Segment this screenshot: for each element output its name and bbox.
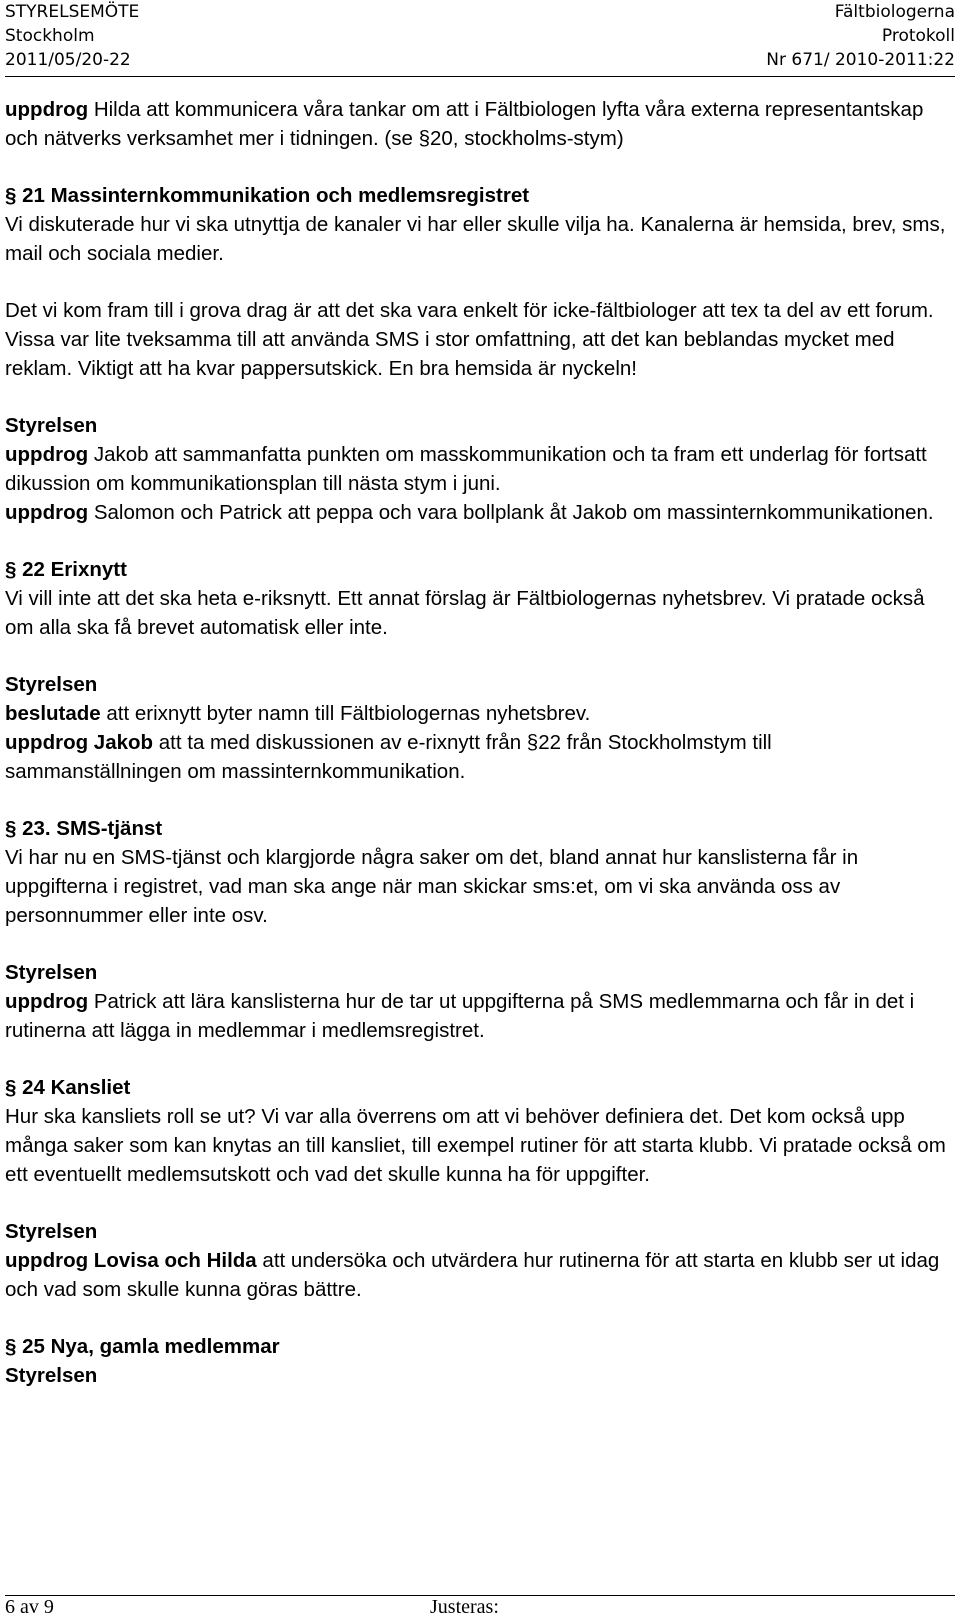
decision-text <box>5 440 952 498</box>
section-22-decisions <box>5 670 952 786</box>
decision-body: Patrick att lära kanslisterna hur de tar ut uppgifterna på SMS medlemmarna och får in det i rutinerna att lägga in medlemmar i medlemsregistret. <box>5 990 915 1042</box>
section-paragraph: Det vi kom fram till i grova drag är att det ska vara enkelt för icke-fältbiologer att tex ta del av ett forum. Vissa var lite tveksamma till att använda SMS i stor omfattning, att det kan beblandas mycket med reklam. Viktigt att ha kvar pappersutskick. En bra hemsida är nyckeln! <box>5 299 934 380</box>
board-label: Styrelsen <box>5 414 98 437</box>
approval-label: Justeras: <box>430 1596 499 1618</box>
section-paragraph: Vi har nu en SMS-tjänst och klargjorde några saker om det, bland annat hur kanslisterna får in uppgifterna i registret, vad man ska ange när man skickar sms:et, om vi ska använda oss av personnummer eller inte osv. <box>5 846 859 927</box>
board-label: Styrelsen <box>5 961 98 984</box>
board-label: Styrelsen <box>5 673 98 696</box>
decision-body: Hilda att kommunicera våra tankar om att i Fältbiologen lyfta våra externa representantskap och nätverks verksamhet mer i tidningen. (se §20, stockholms-stym) <box>5 98 924 150</box>
decision-body: att undersöka och utvärdera hur rutinerna för att starta en klubb ser ut idag och vad som skulle kunna göras bättre. <box>5 1249 940 1301</box>
carryover-decision <box>5 95 952 153</box>
header-right <box>766 0 955 72</box>
section-paragraph: Vi vill inte att det ska heta e-riksnytt. Ett annat förslag är Fältbiologernas nyhetsbrev. Vi pratade också om alla ska få brevet automatisk eller inte. <box>5 587 925 639</box>
decision-text <box>5 699 952 728</box>
page-number: 6 av 9 <box>5 1596 54 1618</box>
decision-lead: beslutade <box>5 702 101 725</box>
section-title: § 22 Erixnytt <box>5 558 127 581</box>
section-23-decisions <box>5 958 952 1045</box>
decision-lead: uppdrog <box>5 98 89 121</box>
section-title: § 21 Massinternkommunikation och medlemsregistret <box>5 184 530 207</box>
header-left <box>5 0 139 72</box>
meeting-type: STYRELSEMÖTE <box>5 2 140 22</box>
decision-lead: uppdrog Jakob <box>5 731 154 754</box>
meeting-date: 2011/05/20-22 <box>5 50 131 70</box>
section-21-discussion <box>5 296 952 383</box>
section-title: § 23. SMS-tjänst <box>5 817 163 840</box>
decision-body: Jakob att sammanfatta punkten om masskommunikation och ta fram ett underlag för fortsatt dikussion om kommunikationsplan till nästa stym i juni. <box>5 443 927 495</box>
decision-text <box>5 728 952 786</box>
protocol-number: Nr 671/ 2010-2011:22 <box>766 50 955 70</box>
decision-body: att ta med diskussionen av e-rixnytt från §22 från Stockholmstym till sammanställningen om massinternkommunikation. <box>5 731 772 783</box>
decision-text <box>5 1246 952 1304</box>
decision-lead: uppdrog <box>5 443 89 466</box>
decision-text <box>5 498 952 527</box>
section-paragraph: Vi diskuterade hur vi ska utnyttja de kanaler vi har eller skulle vilja ha. Kanalerna är hemsida, brev, sms, mail och sociala medier. <box>5 213 946 265</box>
section-title: § 25 Nya, gamla medlemmar <box>5 1335 280 1358</box>
section-title: § 24 Kansliet <box>5 1076 131 1099</box>
document-type: Protokoll <box>881 26 955 46</box>
decision-lead: uppdrog <box>5 501 89 524</box>
decision-text <box>5 987 952 1045</box>
decision-lead: uppdrog Lovisa och Hilda <box>5 1249 257 1272</box>
decision-body: att erixnytt byter namn till Fältbiologernas nyhetsbrev. <box>100 702 591 725</box>
section-22 <box>5 555 952 642</box>
section-25 <box>5 1332 952 1390</box>
meeting-location: Stockholm <box>5 26 95 46</box>
organization-name: Fältbiologerna <box>834 2 955 22</box>
decision-lead: uppdrog <box>5 990 89 1013</box>
section-24 <box>5 1073 952 1189</box>
decision-body: Salomon och Patrick att peppa och vara bollplank åt Jakob om massinternkommunikationen. <box>88 501 934 524</box>
board-label: Styrelsen <box>5 1364 98 1387</box>
board-label: Styrelsen <box>5 1220 98 1243</box>
section-paragraph: Hur ska kansliets roll se ut? Vi var alla överrens om att vi behöver definiera det. Det kom också upp många saker som kan knytas an till kansliet, till exempel rutiner för att starta klubb. Vi pratade också om ett eventuellt medlemsutskott och vad det skulle kunna ha för uppgifter. <box>5 1105 946 1186</box>
decision-text <box>5 95 952 153</box>
section-23 <box>5 814 952 930</box>
section-24-decisions <box>5 1217 952 1304</box>
page-header <box>5 0 955 77</box>
page-footer <box>5 1595 955 1618</box>
document-body <box>5 95 952 1390</box>
section-21 <box>5 181 952 268</box>
section-21-decisions <box>5 411 952 527</box>
